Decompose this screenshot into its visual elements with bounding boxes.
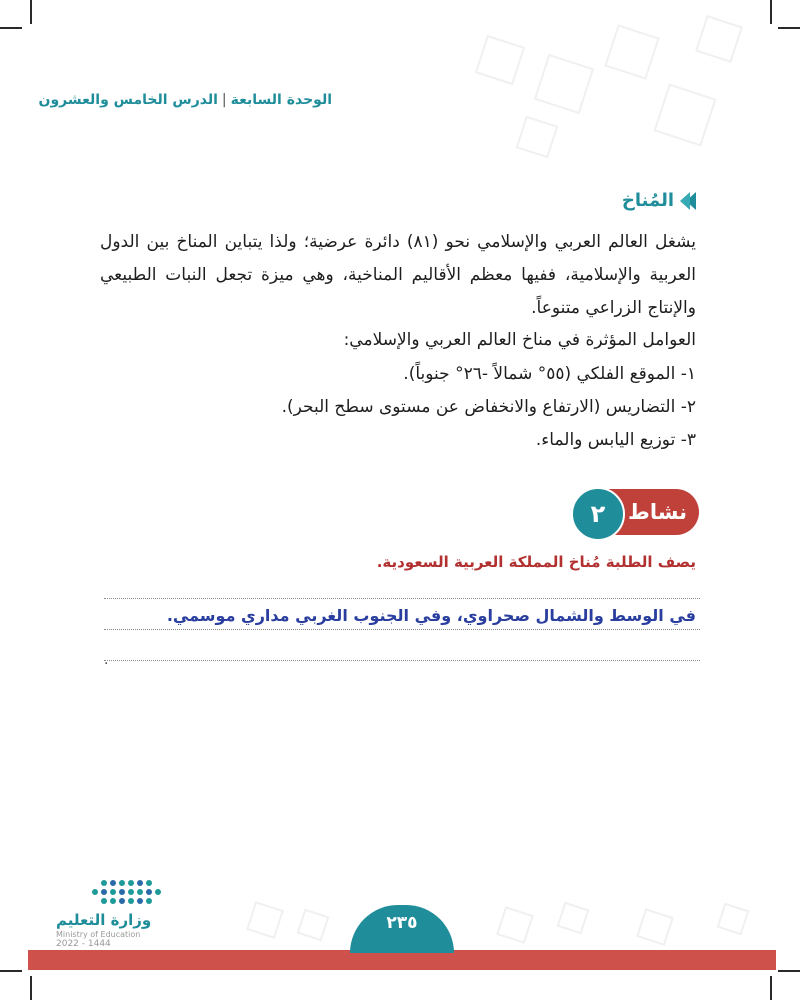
crop-mark: [778, 27, 800, 29]
activity-question: يصف الطلبة مُناخ المملكة العربية السعودية.: [376, 553, 696, 571]
section-heading: [622, 190, 696, 211]
factor-item: ٢- التضاريس (الارتفاع والانخفاض عن مستوى سطح البحر).: [281, 397, 696, 417]
crop-mark: [0, 970, 22, 972]
edition-year: 2022 - 1444: [56, 939, 111, 949]
crop-mark: [30, 0, 32, 24]
ministry-logo-icon: [92, 880, 161, 904]
decorative-square: [475, 35, 525, 85]
footer-bar: [28, 950, 776, 970]
answer-line: [104, 660, 700, 661]
decorative-square: [246, 901, 284, 939]
decorative-square: [534, 54, 594, 114]
header-separator: |: [221, 92, 227, 108]
crop-mark: [770, 976, 772, 1000]
answer-line: [104, 629, 700, 630]
crop-mark: [770, 0, 772, 24]
activity-label: نشاط: [628, 500, 687, 524]
decorative-square: [604, 24, 659, 79]
section-paragraph: يشغل العالم العربي والإسلامي نحو (٨١) دائرة عرضية؛ ولذا يتباين المناخ بين الدول العربية والإسلامية، ففيها معظم الأقاليم المناخية، وهي ميزة تجعل النبات الطبيعي والإنتاج الزراعي متنوعاً.: [100, 232, 696, 318]
ministry-name-english: Ministry of Education: [56, 930, 141, 939]
factor-item: ٣- توزيع اليابس والماء.: [535, 430, 696, 450]
unit-title: الوحدة السابعة: [230, 92, 332, 108]
decorative-square: [557, 902, 590, 935]
activity-number: ٢: [571, 487, 625, 541]
page-number: ٢٣٥: [386, 913, 418, 933]
running-header: [39, 92, 332, 108]
decorative-square: [496, 906, 534, 944]
decorative-square: [695, 15, 743, 63]
factor-item: ١- الموقع الفلكي (٥٥° شمالاً -٢٦° جنوباً).: [403, 364, 696, 384]
crop-mark: [0, 27, 22, 29]
decorative-square: [653, 83, 716, 146]
activity-answer: في الوسط والشمال صحراوي، وفي الجنوب الغربي مداري موسمي.: [166, 606, 696, 625]
lesson-title: الدرس الخامس والعشرون: [38, 92, 218, 108]
decorative-square: [717, 903, 750, 936]
decorative-square: [636, 908, 674, 946]
factors-title: العوامل المؤثرة في مناخ العالم العربي والإسلامي:: [343, 330, 696, 350]
decorative-square: [297, 909, 330, 942]
end-mark: .: [104, 652, 109, 668]
double-chevron-icon: [680, 192, 696, 210]
section-title: المُناخ: [621, 190, 674, 211]
crop-mark: [30, 976, 32, 1000]
answer-line: [104, 598, 700, 599]
chevron-left-icon: [680, 192, 690, 210]
decorative-square: [516, 116, 559, 159]
crop-mark: [778, 970, 800, 972]
ministry-name-arabic: وزارة التعليم: [56, 911, 152, 929]
